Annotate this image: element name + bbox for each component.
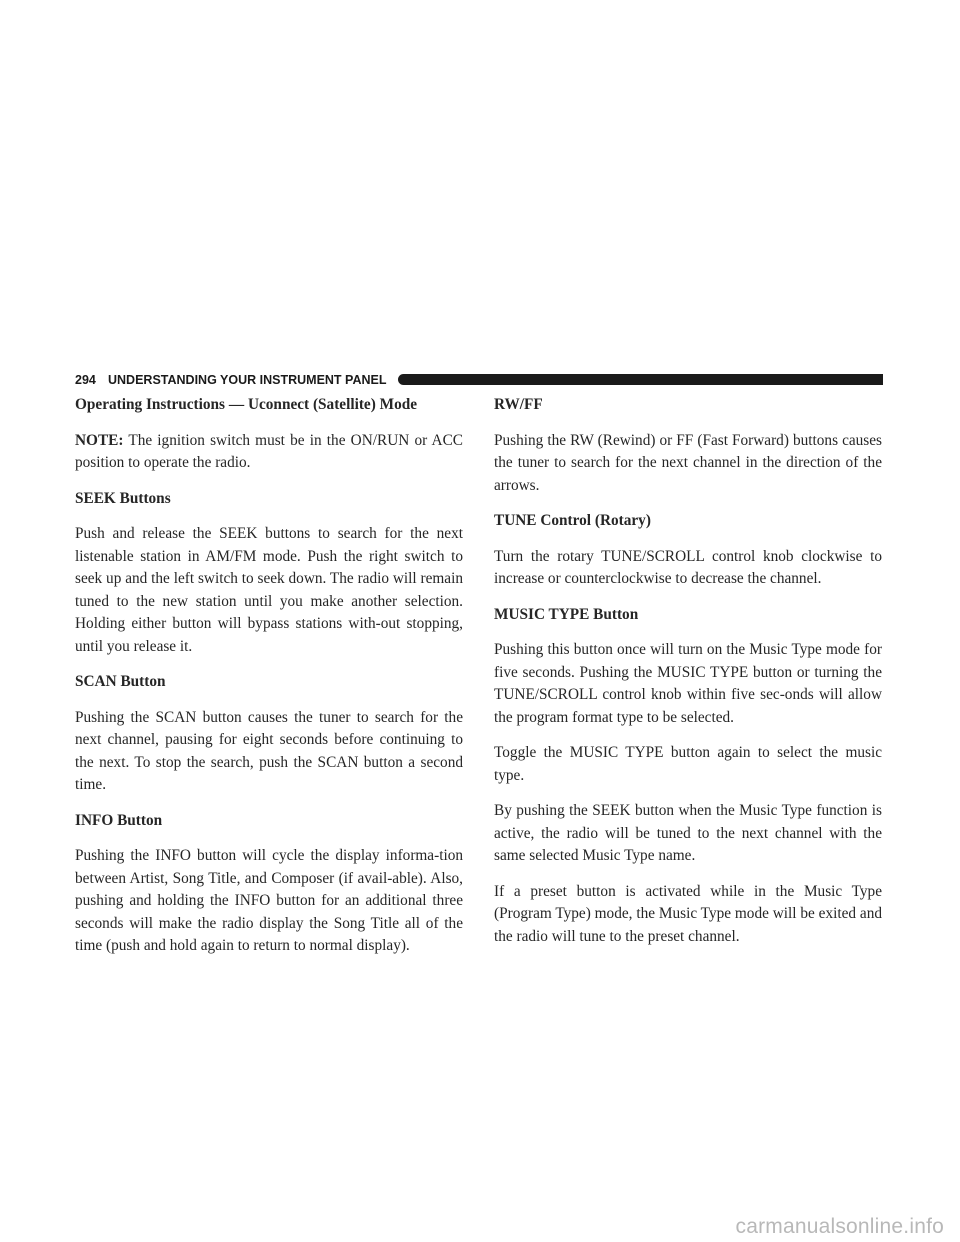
left-column <box>75 388 463 971</box>
right-column <box>494 388 882 961</box>
tune-heading: TUNE Control (Rotary) <box>494 512 651 529</box>
header-bar <box>398 374 883 385</box>
scan-paragraph: Pushing the SCAN button causes the tuner to search for the next channel, pausing for eight seconds before continuing to the next. To stop the search, push the SCAN button a second time. <box>75 708 463 793</box>
rwff-paragraph: Pushing the RW (Rewind) or FF (Fast Forward) buttons causes the tuner to search for the next channel in the direction of the arrows. <box>494 431 882 494</box>
section-heading: Operating Instructions — Uconnect (Satellite) Mode <box>75 396 418 413</box>
seek-heading: SEEK Buttons <box>75 489 171 507</box>
music-type-paragraph-1: Pushing this button once will turn on the Music Type mode for five seconds. Pushing the MUSIC TYPE button or turning the TUNE/SCROLL control knob within five sec-onds will allow the program format type to be selected. <box>494 641 882 726</box>
rwff-heading: RW/FF <box>494 396 543 413</box>
note-paragraph <box>75 430 463 475</box>
info-paragraph: Pushing the INFO button will cycle the display informa-tion between Artist, Song Title, and Composer (if avail-able). Also, pushing and holding the INFO button for an additional three seconds will make the radio display the Song Title all of the time (push and hold again to return to normal display). <box>75 847 463 954</box>
music-type-paragraph-2: Toggle the MUSIC TYPE button again to select the music type. <box>494 744 882 784</box>
scan-heading: SCAN Button <box>75 673 166 690</box>
seek-paragraph: Push and release the SEEK buttons to search for the next listenable station in AM/FM mode. Push the right switch to seek up and the left switch to seek down. The radio will remain tuned to the new station until you make another selection. Holding either button will bypass stations with-out stopping, until you release it. <box>75 525 463 655</box>
music-type-paragraph-4: If a preset button is activated while in the Music Type (Program Type) mode, the Music Type mode will be exited and the radio will tune to the preset channel. <box>494 882 882 945</box>
section-title: UNDERSTANDING YOUR INSTRUMENT PANEL <box>108 373 387 387</box>
page-header <box>75 372 883 388</box>
info-heading: INFO Button <box>75 811 163 829</box>
watermark: carmanualsonline.info <box>735 1215 944 1238</box>
note-text: The ignition switch must be in the ON/RUN or ACC position to operate the radio. <box>75 431 463 471</box>
music-type-heading: MUSIC TYPE Button <box>494 605 639 623</box>
note-label: NOTE: <box>75 431 124 449</box>
music-type-paragraph-3: By pushing the SEEK button when the Music Type function is active, the radio will be tuned to the next channel with the same selected Music Type name. <box>494 802 882 864</box>
page-number: 294 <box>75 373 96 387</box>
tune-paragraph: Turn the rotary TUNE/SCROLL control knob clockwise to increase or counterclockwise to decrease the channel. <box>494 547 882 587</box>
